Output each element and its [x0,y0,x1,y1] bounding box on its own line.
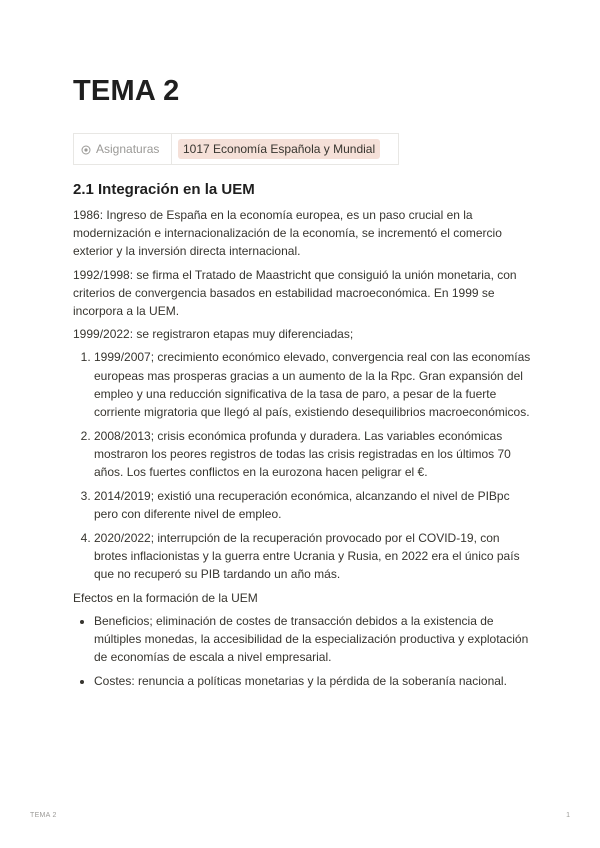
footer-title: TEMA 2 [30,812,57,819]
property-row [73,133,399,165]
paragraph: Efectos en la formación de la UEM [73,590,258,605]
page-number: 1 [566,812,570,819]
property-name [74,134,172,164]
list-item: 2. 2008/2013; crisis económica profunda y duradera. Las variables económicas mostraron los peores registros de todas las crisis registradas en los últimos 70 años. Los fuertes conflictos en la eurozona hacen peligrar el €. [94,427,533,482]
bullet-list [73,612,533,690]
list-item: • Costes: renuncia a políticas monetarias y la pérdida de la soberanía nacional. [94,672,533,690]
section-heading: 2.1 Integración en la UEM [73,181,255,198]
property-value[interactable] [172,139,380,159]
property-label: Asignaturas [96,142,160,156]
document-body [73,206,533,696]
list-item: • Beneficios; eliminación de costes de transacción debidos a la existencia de múltiples monedas, la accesibilidad de la especialización productiva y explotación de economías de escala a nivel empresarial. [94,612,533,667]
paragraph: 1992/1998: se firma el Tratado de Maastricht que consiguió la unión monetaria, con criterios de convergencia basados en estabilidad macroeconómica. En 1999 se incorpora a la UEM. [73,267,517,319]
subject-tag[interactable]: 1017 Economía Española y Mundial [178,139,380,159]
list-item: 1. 1999/2007; crecimiento económico elevado, convergencia real con las economías europeas mas prosperas gracias a un aumento de la la Rpc. Gran expansión del empleo y una reducción significativa de la tasa de paro, a pesar de la fuerte corriente migratoria que llegó al país, existiendo desequilibrios macroeconómicos. [94,348,533,421]
paragraph: 1986: Ingreso de España en la economía europea, es un paso crucial en la modernización e internacionalización de la economía, se incrementó el comercio exterior y la inversión directa internacional. [73,208,502,259]
ordered-list [73,348,533,583]
page-title: TEMA 2 [73,75,180,107]
paragraph: 1999/2022: se registraron etapas muy diferenciadas; [73,327,354,342]
list-item: 3. 2014/2019; existió una recuperación económica, alcanzando el nivel de PIBpc pero con diferente nivel de empleo. [94,487,533,523]
list-item: 4. 2020/2022; interrupción de la recuperación provocado por el COVID-19, con brotes inflacionistas y la guerra entre Ucrania y Rusia, en 2022 era el único país que no recuperó su PIB tardando un año más. [94,529,533,584]
list-icon [81,144,91,154]
